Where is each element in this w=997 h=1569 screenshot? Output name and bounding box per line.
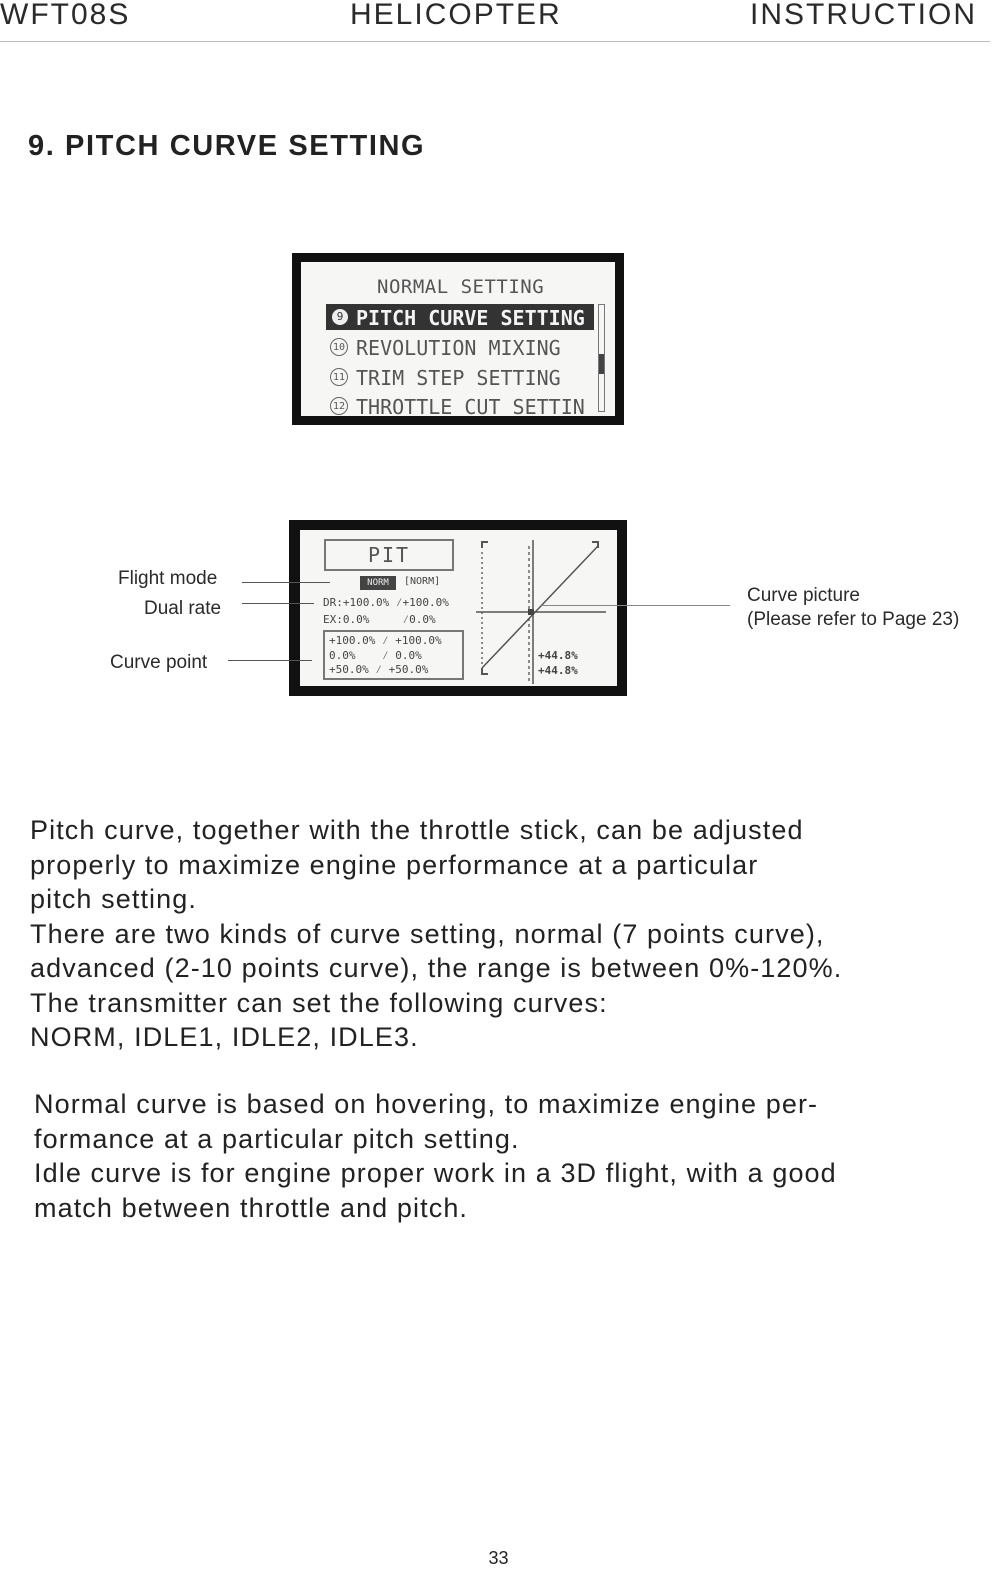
menu-item-label: PITCH CURVE SETTING <box>356 306 585 330</box>
header-doc-type: INSTRUCTION <box>750 0 977 31</box>
pit-lcd-screen <box>289 520 627 696</box>
paragraph-curve-types <box>34 1087 837 1225</box>
curve-point-row: +100.0% ⁄ +100.0% <box>329 634 442 647</box>
paragraph-line: NORM, IDLE1, IDLE2, IDLE3. <box>30 1022 419 1052</box>
paragraph-line: match between throttle and pitch. <box>34 1192 469 1223</box>
dr-value-2: +100.0% <box>402 596 449 609</box>
callout-dual-rate: Dual rate <box>144 598 222 619</box>
point-value: +100.0% <box>329 634 376 647</box>
pitch-readout: +44.8% <box>538 664 578 677</box>
menu-lcd-screen <box>292 253 624 425</box>
leader-line <box>228 660 312 661</box>
dr-label: DR: <box>323 596 343 609</box>
menu-heading: NORMAL SETTING <box>377 276 545 298</box>
leader-line <box>242 582 330 583</box>
menu-item-number-badge: 10 <box>330 338 348 356</box>
paragraph-line: pitch setting. <box>30 884 197 914</box>
header-category: HELICOPTER <box>350 0 562 31</box>
menu-item-label: THROTTLE CUT SETTIN <box>356 395 585 416</box>
menu-item-label: REVOLUTION MIXING <box>356 336 561 360</box>
paragraph-line: The transmitter can set the following curves: <box>30 987 608 1018</box>
menu-item-label: TRIM STEP SETTING <box>356 366 561 390</box>
page-number: 33 <box>488 1548 509 1568</box>
paragraph-line: formance at a particular pitch setting. <box>34 1123 520 1154</box>
callout-flight-mode: Flight mode <box>118 568 218 589</box>
curve-point-row: +50.0% ⁄ +50.0% <box>329 663 429 676</box>
paragraph-line: Idle curve is for engine proper work in a 3D flight, with a good <box>34 1158 837 1188</box>
paragraph-line: advanced (2-10 points curve), the range is between 0%-120%. <box>30 953 843 983</box>
leader-line <box>540 605 730 606</box>
paragraph-line: properly to maximize engine performance at a particular <box>30 849 759 880</box>
header-rule <box>0 41 990 42</box>
dual-rate-row: DR:+100.0% ⁄+100.0% <box>323 596 449 609</box>
section-title: 9. PITCH CURVE SETTING <box>28 130 426 162</box>
paragraph-line: Pitch curve, together with the throttle stick, can be adjusted <box>30 815 804 845</box>
callout-curve-point: Curve point <box>110 652 208 673</box>
point-value: 0.0% <box>329 649 356 662</box>
curve-points-box <box>323 630 464 680</box>
ex-label: EX: <box>323 613 343 626</box>
callout-curve-picture: Curve picture <box>747 585 860 606</box>
curve-cursor <box>528 609 534 615</box>
paragraph-intro <box>30 813 842 1055</box>
callout-curve-picture-ref: (Please refer to Page 23) <box>747 609 960 630</box>
curve-point-row: 0.0% ⁄ 0.0% <box>329 649 422 662</box>
dr-value-1: +100.0% <box>342 596 390 609</box>
pitch-readout: +44.8% <box>538 649 578 662</box>
ex-value-2: 0.0% <box>409 613 436 626</box>
header-model: WFT08S <box>0 0 131 31</box>
menu-item-number-badge: 12 <box>330 397 348 415</box>
point-value: 0.0% <box>395 649 422 662</box>
paragraph-line: There are two kinds of curve setting, normal (7 points curve), <box>30 918 825 949</box>
pit-title-box: PIT <box>324 539 454 571</box>
ex-value-1: 0.0% <box>342 613 370 626</box>
point-value: +100.0% <box>395 634 442 647</box>
point-value: +50.0% <box>329 663 369 676</box>
menu-scrollbar-thumb <box>599 354 604 374</box>
menu-item-number-badge: 11 <box>330 368 348 386</box>
graph-corner <box>482 668 488 674</box>
paragraph-line: Normal curve is based on hovering, to maximize engine per- <box>34 1089 819 1119</box>
flight-mode-bracket: [NORM] <box>404 576 441 587</box>
expo-row: EX:0.0% ⁄0.0% <box>323 613 436 626</box>
flight-mode-badge: NORM <box>360 576 396 590</box>
menu-item-number-badge: 9 <box>332 309 348 325</box>
graph-corner <box>482 542 488 548</box>
point-value: +50.0% <box>388 663 429 676</box>
leader-line <box>242 603 314 604</box>
